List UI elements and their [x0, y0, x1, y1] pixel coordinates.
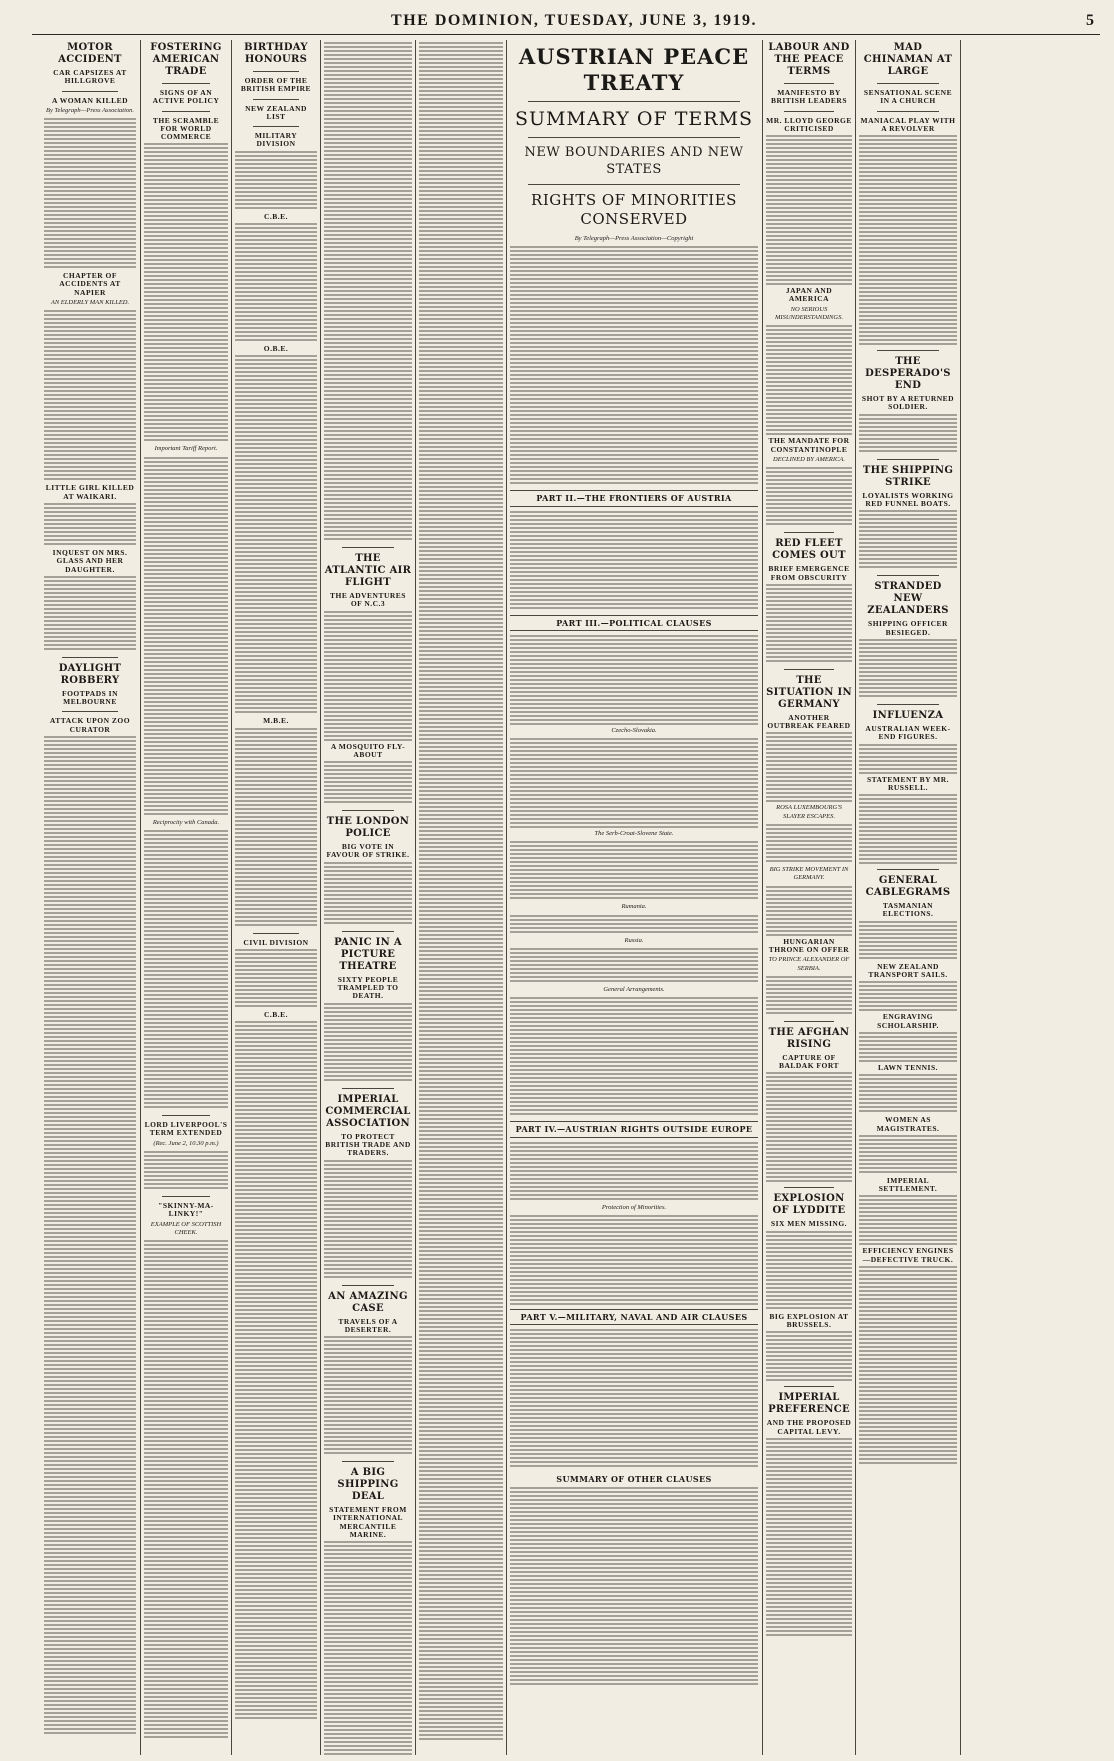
article-body	[235, 949, 317, 1009]
subhead: SHIPPING OFFICER BESIEGED.	[868, 619, 948, 637]
divider	[342, 1285, 394, 1286]
article-body	[144, 1240, 228, 1740]
subhead: CAR CAPSIZES AT HILLGROVE	[53, 68, 127, 86]
article-body	[766, 824, 852, 864]
divider	[784, 1187, 834, 1188]
article-body	[859, 1135, 957, 1175]
subhead: THE ADVENTURES OF N.C.3	[330, 591, 406, 609]
section-subheading: Protection of Minorities.	[601, 1203, 667, 1211]
lead-subheadline: RIGHTS OF MINORITIES CONSERVED	[531, 191, 737, 228]
divider	[342, 931, 394, 932]
section-subheading: Russia.	[624, 936, 644, 944]
subhead: FOOTPADS IN MELBOURNE	[62, 688, 118, 707]
subhead: SENSATIONAL SCENE IN A CHURCH	[863, 88, 953, 106]
section-subheading: General Arrangements.	[603, 986, 665, 994]
column-rule	[506, 40, 507, 1755]
subhead: THE SCRAMBLE FOR WORLD COMMERCE	[152, 115, 220, 142]
honours-list	[235, 355, 317, 715]
column-rule	[231, 40, 232, 1755]
section-subheading: Rumania.	[621, 903, 647, 911]
section-heading: SUMMARY OF OTHER CLAUSES	[556, 1474, 712, 1485]
divider	[528, 137, 740, 138]
subhead: BIG STRIKE MOVEMENT IN GERMANY.	[769, 866, 849, 882]
subhead: A MOSQUITO FLY-ABOUT	[330, 741, 406, 759]
honour-grade: M.B.E.	[263, 716, 289, 726]
subhead: Important Tariff Report.	[154, 445, 218, 453]
article-body	[859, 414, 957, 454]
article-body	[44, 736, 136, 1736]
subhead: SIGNS OF AN ACTIVE POLICY	[152, 88, 220, 106]
subhead: NEW ZEALAND TRANSPORT SAILS.	[868, 961, 948, 980]
article-body	[324, 1003, 412, 1083]
divider	[528, 101, 740, 102]
divider	[342, 1088, 394, 1089]
subhead: Reciprocity with Canada.	[152, 818, 220, 826]
article-body	[44, 503, 136, 547]
subhead: CAPTURE OF BALDAK FORT	[778, 1052, 840, 1071]
article-body	[144, 830, 228, 1110]
divider	[784, 83, 834, 84]
subhead: ROSA LUXEMBOURG'S SLAYER ESCAPES.	[776, 804, 842, 820]
article-body	[859, 794, 957, 864]
article-body	[324, 1160, 412, 1280]
divider	[162, 1196, 210, 1197]
subhead: SIXTY PEOPLE TRAMPLED TO DEATH.	[337, 974, 399, 1001]
divider	[877, 459, 939, 460]
article-body	[144, 1151, 228, 1191]
divider	[784, 669, 834, 670]
article-body	[859, 135, 957, 345]
subhead: A WOMAN KILLED	[51, 95, 129, 105]
headline-mad-chinaman: MAD CHINAMAN AT LARGE	[863, 42, 953, 77]
byline: By Telegraph—Press Association.	[45, 106, 135, 114]
headline-london-police: THE LONDON POLICE	[326, 816, 410, 840]
article-body	[859, 744, 957, 774]
headline-american-trade: FOSTERING AMERICAN TRADE	[150, 42, 222, 77]
headline-stranded: STRANDED NEW ZEALANDERS	[867, 581, 949, 617]
headline-shipping-deal: A BIG SHIPPING DEAL	[337, 1467, 399, 1503]
column-5	[419, 40, 503, 1755]
article-body	[510, 948, 758, 984]
subhead: CIVIL DIVISION	[243, 937, 309, 947]
divider	[784, 111, 834, 112]
article-body	[766, 1072, 852, 1182]
headline-lyddite: EXPLOSION OF LYDDITE	[772, 1193, 846, 1217]
headline-imperial-preference: IMPERIAL PREFERENCE	[768, 1392, 850, 1416]
section-heading: PART III.—POLITICAL CLAUSES	[510, 615, 758, 631]
subhead: DECLINED BY AMERICA.	[773, 455, 845, 463]
article-body	[766, 467, 852, 527]
subhead: BIG VOTE IN FAVOUR OF STRIKE.	[326, 842, 410, 860]
subhead: MILITARY DIVISION	[254, 131, 298, 149]
article-body	[859, 1032, 957, 1062]
subhead: IMPERIAL SETTLEMENT.	[878, 1175, 938, 1194]
article-body	[510, 635, 758, 725]
article-body	[510, 1215, 758, 1305]
subhead: STATEMENT BY MR. RUSSELL.	[866, 774, 950, 792]
subhead: LITTLE GIRL KILLED AT WAIKARI.	[45, 483, 135, 501]
headline-afghan-rising: THE AFGHAN RISING	[768, 1026, 850, 1050]
article-body	[766, 886, 852, 936]
headline-panic: PANIC IN A PICTURE THEATRE	[334, 936, 402, 972]
lead-subheadline: NEW BOUNDARIES AND NEW STATES	[524, 145, 744, 177]
article-body	[766, 1438, 852, 1638]
article-body	[859, 1266, 957, 1466]
headline-influenza: INFLUENZA	[872, 709, 944, 721]
article-body	[766, 135, 852, 285]
article-body	[766, 976, 852, 1016]
subhead: NEW ZEALAND LIST	[245, 103, 307, 121]
article-body	[510, 511, 758, 611]
subhead: STATEMENT FROM INTERNATIONAL MERCANTILE MARINE.	[329, 1505, 407, 1540]
column-2	[144, 40, 228, 1755]
column-4	[324, 40, 412, 1755]
divider	[162, 83, 210, 84]
subhead: TO PROTECT BRITISH TRADE AND TRADERS.	[325, 1131, 411, 1158]
subhead: SHOT BY A RETURNED SOLDIER.	[861, 394, 955, 412]
headline-general-cablegrams: GENERAL CABLEGRAMS	[865, 875, 951, 899]
divider	[342, 1461, 394, 1462]
headline-birthday-honours: BIRTHDAY HONOURS	[244, 42, 308, 65]
article-body	[510, 246, 758, 486]
divider	[877, 83, 939, 84]
dateline: (Rec. June 2, 10.30 p.m.)	[153, 1139, 219, 1147]
masthead	[32, 8, 1100, 35]
article-body	[324, 1541, 412, 1755]
article-body	[144, 457, 228, 817]
subhead: ORDER OF THE BRITISH EMPIRE	[240, 76, 312, 94]
section-subheading: The Serb-Croat-Slovene State.	[594, 830, 674, 838]
subhead: MR. LLOYD GEORGE CRITICISED	[766, 115, 852, 133]
subhead: LORD LIVERPOOL'S TERM EXTENDED	[144, 1120, 228, 1138]
divider	[62, 91, 118, 92]
subhead: TASMANIAN ELECTIONS.	[882, 901, 934, 919]
headline-shipping-strike: THE SHIPPING STRIKE	[862, 464, 954, 488]
divider	[253, 71, 299, 72]
article-body	[510, 1487, 758, 1687]
column-7	[859, 40, 957, 1755]
article-body	[859, 639, 957, 699]
divider	[784, 1386, 834, 1387]
honours-list	[235, 728, 317, 928]
article-body	[44, 310, 136, 482]
column-6	[766, 40, 852, 1755]
article-body	[766, 1231, 852, 1311]
section-subheading: Czecho-Slovakia.	[611, 726, 657, 734]
headline-motor-accident: MOTOR ACCIDENT	[58, 42, 122, 65]
subhead: JAPAN AND AMERICA	[785, 286, 833, 304]
section-heading: PART IV.—AUSTRIAN RIGHTS OUTSIDE EUROPE	[510, 1121, 758, 1137]
article-body	[44, 118, 136, 270]
divider	[162, 1115, 210, 1116]
divider	[528, 184, 740, 185]
divider	[784, 1021, 834, 1022]
column-rule	[415, 40, 416, 1755]
section-heading: PART II.—THE FRONTIERS OF AUSTRIA	[510, 490, 758, 506]
section-heading: PART V.—MILITARY, NAVAL AND AIR CLAUSES	[510, 1309, 758, 1325]
article-body	[766, 732, 852, 802]
divider	[162, 111, 210, 112]
subhead: NO SERIOUS MISUNDERSTANDINGS.	[775, 305, 843, 322]
page-number: 5	[1085, 12, 1094, 29]
divider	[62, 711, 118, 712]
subhead: WOMEN AS MAGISTRATES.	[876, 1115, 940, 1133]
divider	[342, 810, 394, 811]
divider	[253, 933, 299, 934]
masthead-title: THE DOMINION, TUESDAY, JUNE 3, 1919.	[391, 12, 757, 29]
article-body	[324, 1336, 412, 1456]
subhead: ANOTHER OUTBREAK FEARED	[767, 712, 851, 731]
divider	[342, 547, 394, 548]
article-body	[510, 1142, 758, 1202]
subhead: HUNGARIAN THRONE ON OFFER	[768, 936, 850, 954]
column-rule	[320, 40, 321, 1755]
headline-amazing-case: AN AMAZING CASE	[328, 1290, 408, 1314]
subhead: ATTACK UPON ZOO CURATOR	[49, 716, 131, 734]
subhead: MANIFESTO BY BRITISH LEADERS	[770, 88, 848, 106]
article-body	[766, 325, 852, 435]
subhead: CHAPTER OF ACCIDENTS AT NAPIER	[59, 271, 121, 297]
article-body	[766, 584, 852, 664]
article-body	[324, 611, 412, 741]
honour-grade: O.B.E.	[263, 344, 289, 354]
subhead: EXAMPLE OF SCOTTISH CHEEK.	[150, 1220, 222, 1236]
honours-list-continued	[324, 42, 412, 542]
subhead: BRIEF EMERGENCE FROM OBSCURITY	[768, 564, 850, 582]
column-rule	[855, 40, 856, 1755]
subhead: THE MANDATE FOR CONSTANTINOPLE	[768, 436, 850, 454]
subhead: LAWN TENNIS.	[877, 1062, 939, 1072]
headline-germany: THE SITUATION IN GERMANY	[766, 674, 852, 710]
divider	[877, 704, 939, 705]
divider	[877, 869, 939, 870]
honour-grade: C.B.E.	[263, 1009, 289, 1019]
honours-list-continued	[419, 42, 503, 1742]
subhead: AND THE PROPOSED CAPITAL LEVY.	[766, 1418, 852, 1436]
article-body	[859, 921, 957, 961]
subhead: BIG EXPLOSION AT BRUSSELS.	[769, 1311, 849, 1330]
article-body	[859, 981, 957, 1011]
divider	[784, 532, 834, 533]
article-body	[324, 862, 412, 926]
honours-list	[235, 223, 317, 343]
headline-labour-peace: LABOUR AND THE PEACE TERMS	[768, 42, 850, 77]
headline-daylight-robbery: DAYLIGHT ROBBERY	[58, 662, 122, 686]
subhead: LOYALISTS WORKING RED FUNNEL BOATS.	[862, 490, 954, 509]
column-rule	[762, 40, 763, 1755]
article-body	[510, 738, 758, 828]
column-rule	[960, 40, 961, 1755]
subhead: "SKINNY-MA-LINKY!"	[158, 1200, 214, 1219]
divider	[62, 657, 118, 658]
subhead: AN ELDERLY MAN KILLED.	[50, 299, 130, 307]
divider	[253, 99, 299, 100]
divider	[877, 111, 939, 112]
column-3	[235, 40, 317, 1755]
headline-red-fleet: RED FLEET COMES OUT	[772, 538, 846, 562]
article-body	[324, 761, 412, 805]
lead-subheadline: SUMMARY OF TERMS	[514, 108, 754, 130]
headline-imperial-commercial: IMPERIAL COMMERCIAL ASSOCIATION	[325, 1093, 411, 1129]
subhead: AUSTRALIAN WEEK-END FIGURES.	[865, 723, 951, 742]
article-body	[766, 1331, 852, 1381]
article-body	[859, 510, 957, 570]
subhead: SIX MEN MISSING.	[770, 1219, 848, 1229]
subhead: TRAVELS OF A DESERTER.	[338, 1316, 398, 1334]
byline: By Telegraph—Press Association—Copyright	[574, 235, 694, 242]
column-rule	[140, 40, 141, 1755]
column-1	[44, 40, 136, 1755]
article-body	[144, 143, 228, 443]
subhead: INQUEST ON MRS. GLASS AND HER DAUGHTER.	[52, 547, 128, 574]
headline-atlantic-flight: THE ATLANTIC AIR FLIGHT	[324, 553, 412, 588]
article-body	[859, 1195, 957, 1245]
headline-desperado: THE DESPERADO'S END	[865, 356, 951, 392]
lead-headline: AUSTRIAN PEACE TREATY	[518, 44, 750, 95]
divider	[253, 126, 299, 127]
divider	[877, 575, 939, 576]
article-body	[510, 997, 758, 1117]
subhead: EFFICIENCY ENGINES—DEFECTIVE TRUCK.	[862, 1246, 954, 1264]
lead-story	[510, 40, 758, 1755]
article-body	[510, 915, 758, 935]
subhead: ENGRAVING SCHOLARSHIP.	[877, 1012, 939, 1030]
honours-list	[235, 1021, 317, 1721]
subhead: TO PRINCE ALEXANDER OF SERBIA.	[768, 956, 850, 972]
article-body	[44, 576, 136, 652]
article-body	[859, 1074, 957, 1114]
article-body	[510, 841, 758, 901]
article-body	[235, 151, 317, 211]
divider	[877, 350, 939, 351]
honour-grade: C.B.E.	[263, 211, 289, 221]
subhead: MANIACAL PLAY WITH A REVOLVER	[860, 115, 956, 133]
article-body	[510, 1329, 758, 1469]
